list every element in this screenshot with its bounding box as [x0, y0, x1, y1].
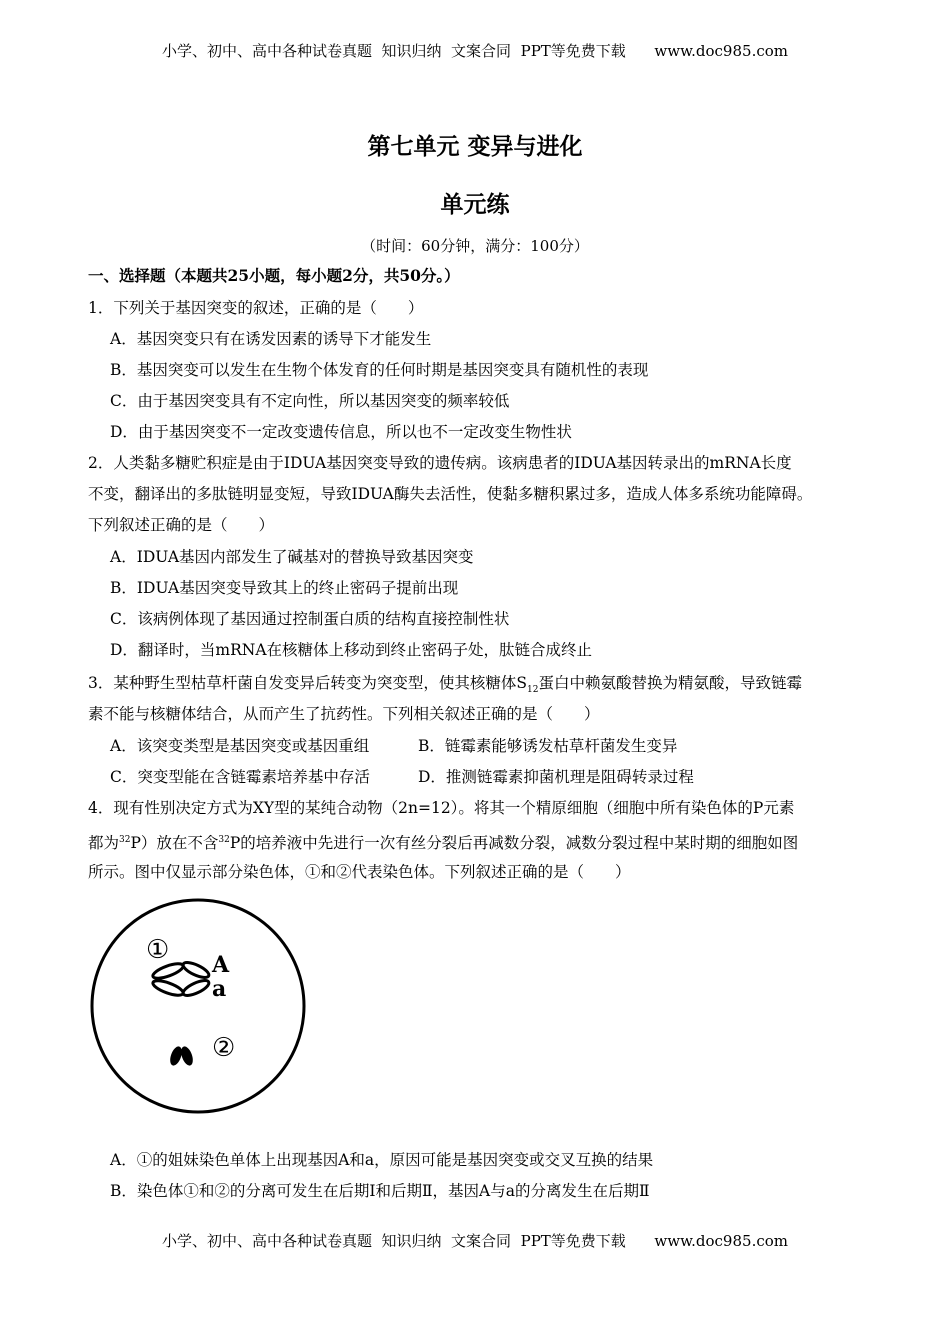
exam-meta: （时间：60分钟，满分：100分）: [361, 237, 589, 255]
section-heading: 一、选择题（本题共25小题，每小题2分，共50分。）: [88, 266, 460, 285]
option-3c: C．突变型能在含链霉素培养基中存活: [110, 768, 370, 786]
subtitle: 单元练: [440, 191, 510, 218]
page-footer: 小学、初中、高中各种试卷真题 知识归纳 文案合同 PPT等免费下载 www.doc985.com: [161, 1232, 788, 1250]
chromosome-2-label: ②: [212, 1033, 236, 1063]
page-header: 小学、初中、高中各种试卷真题 知识归纳 文案合同 PPT等免费下载 www.doc985.com: [161, 42, 788, 60]
question-4-line3: 所示。图中仅显示部分染色体，①和②代表染色体。下列叙述正确的是（ ）: [88, 863, 631, 881]
option-4a: A．①的姐妹染色单体上出现基因A和a，原因可能是基因突变或交叉互换的结果: [110, 1151, 654, 1169]
q3-text-2: 蛋白中赖氨酸替换为精氨酸，导致链霉: [538, 674, 802, 692]
chromosome-2-icon: [168, 1045, 195, 1067]
q4-text: 都为: [88, 834, 120, 853]
q4-sup: 32: [119, 835, 131, 845]
option-2a: A．IDUA基因内部发生了碱基对的替换导致基因突变: [110, 548, 474, 566]
option-3b: B．链霉素能够诱发枯草杆菌发生变异: [418, 737, 678, 755]
chromosome-1-icon: [151, 960, 211, 999]
unit-title: 第七单元 变异与进化: [367, 133, 583, 160]
option-1d: D．由于基因突变不一定改变遗传信息，所以也不一定改变生物性状: [110, 423, 572, 441]
question-4-line2: [88, 830, 798, 853]
q3-subscript: 12: [526, 685, 539, 696]
question-1: 1．下列关于基因突变的叙述，正确的是（ ）: [88, 299, 424, 317]
gene-a-label: a: [212, 976, 227, 1002]
chromosome-1-label: ①: [146, 935, 170, 965]
question-2-line2: 不变，翻译出的多肽链明显变短，导致IDUA酶失去活性，使黏多糖积累过多，造成人体多系统功能障碍。: [88, 485, 813, 503]
gene-A-label: A: [212, 952, 230, 978]
cell-membrane: [92, 900, 304, 1112]
option-1c: C．由于基因突变具有不定向性，所以基因突变的频率较低: [110, 392, 510, 410]
option-3a: A．该突变类型是基因突变或基因重组: [110, 737, 370, 755]
q4-text-2: P）放在不含: [130, 834, 219, 853]
q4-text-3: P的培养液中先进行一次有丝分裂后再减数分裂，减数分裂过程中某时期的细胞如图: [229, 834, 799, 853]
q3-text: 3．某种野生型枯草杆菌自发变异后转变为突变型，使其核糖体S: [88, 674, 527, 692]
cell-diagram: [88, 896, 310, 1118]
option-1b: B．基因突变可以发生在生物个体发育的任何时期是基因突变具有随机性的表现: [110, 361, 649, 379]
option-2b: B．IDUA基因突变导致其上的终止密码子提前出现: [110, 579, 459, 597]
option-1a: A．基因突变只有在诱发因素的诱导下才能发生: [110, 330, 432, 348]
question-2: 2．人类黏多糖贮积症是由于IDUA基因突变导致的遗传病。该病患者的IDUA基因转录出的mRNA长度: [88, 454, 792, 472]
option-2c: C．该病例体现了基因通过控制蛋白质的结构直接控制性状: [110, 610, 510, 628]
question-3: [88, 673, 802, 700]
question-3-line2: 素不能与核糖体结合，从而产生了抗药性。下列相关叙述正确的是（ ）: [88, 705, 600, 723]
option-3d: D．推测链霉素抑菌机理是阻碍转录过程: [418, 768, 694, 786]
question-4: 4．现有性别决定方式为XY型的某纯合动物（2n=12）。将其一个精原细胞（细胞中所有染色体的P元素: [88, 799, 795, 817]
option-2d: D．翻译时，当mRNA在核糖体上移动到终止密码子处，肽链合成终止: [110, 641, 593, 659]
q4-sup-2: 32: [218, 835, 230, 845]
question-2-line3: 下列叙述正确的是（ ）: [88, 516, 275, 534]
option-4b: B．染色体①和②的分离可发生在后期Ⅰ和后期Ⅱ，基因A与a的分离发生在后期Ⅱ: [110, 1182, 650, 1200]
